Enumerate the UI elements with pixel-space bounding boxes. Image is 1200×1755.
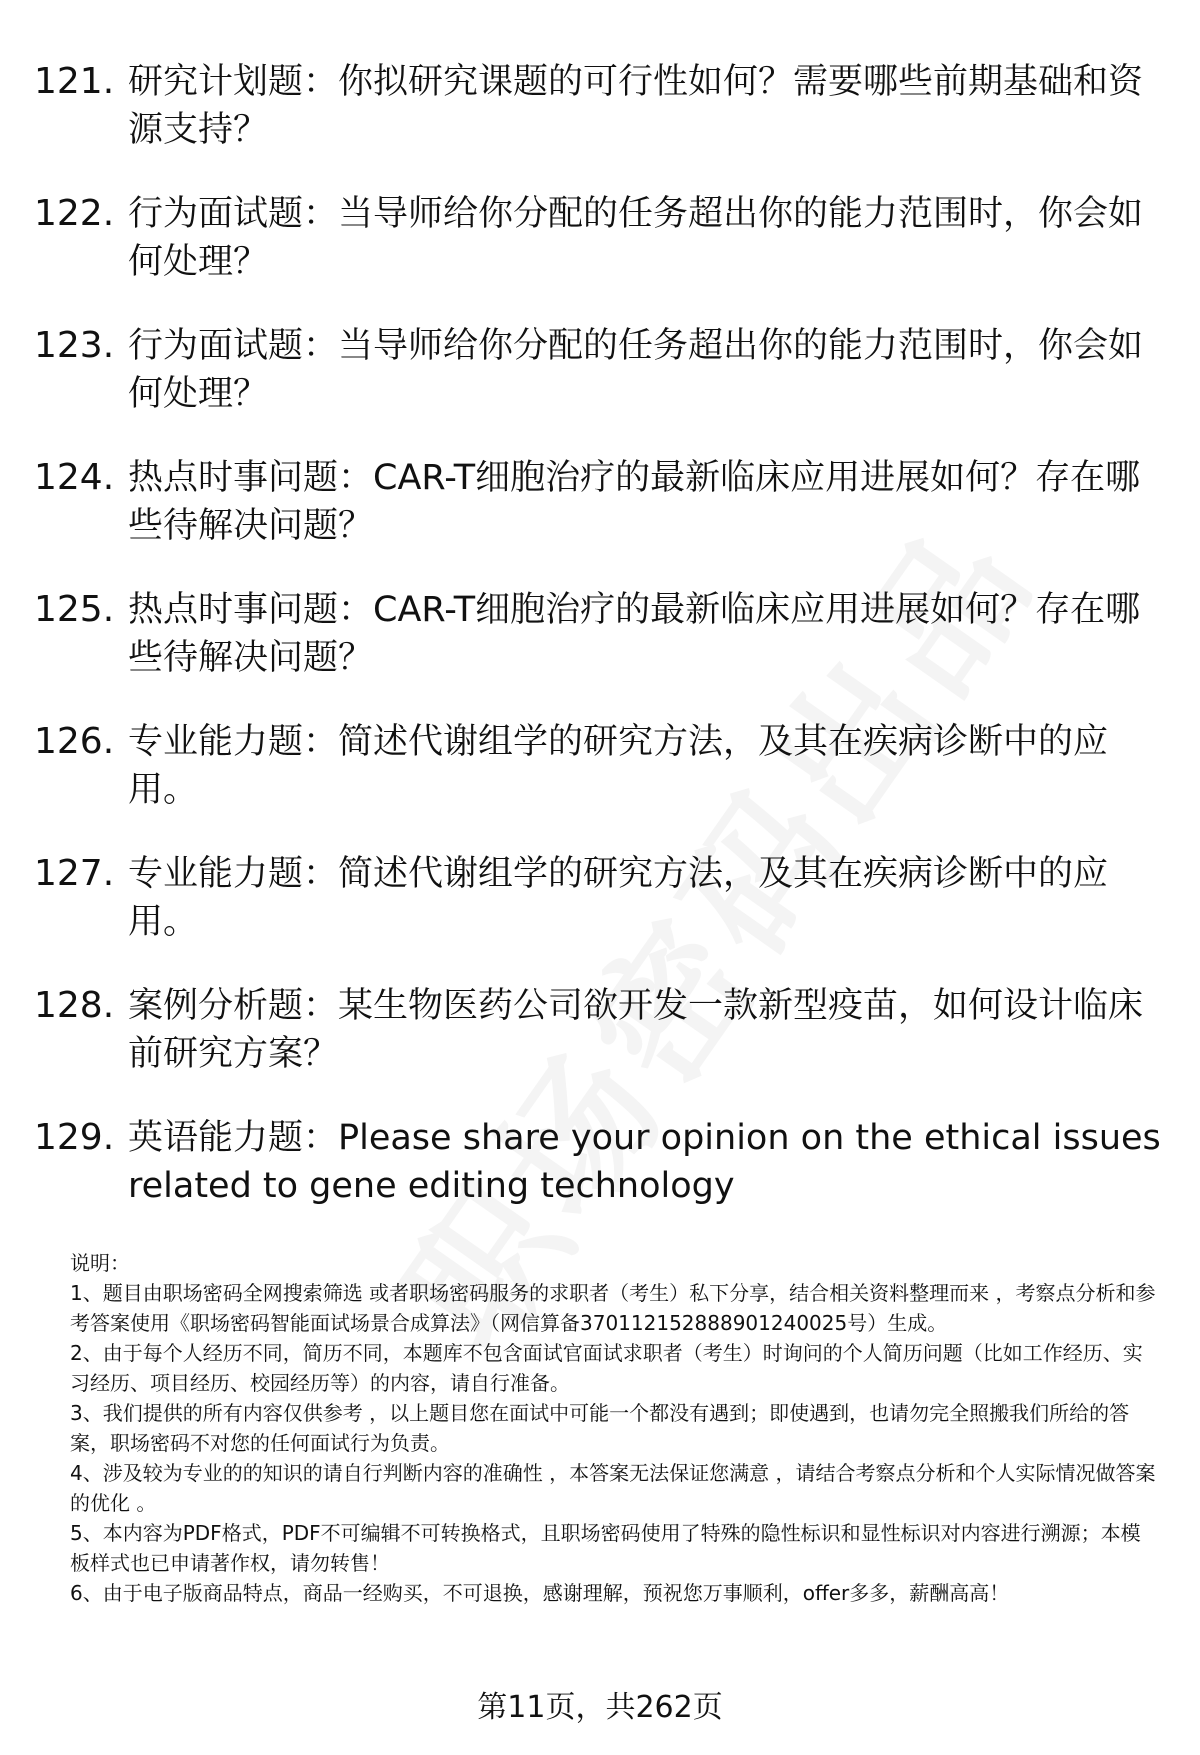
question-item [34,322,1164,454]
question-text: 研究计划题：你拟研究课题的可行性如何？需要哪些前期基础和资源支持？ [128,62,1144,150]
question-text: 案例分析题：某生物医药公司欲开发一款新型疫苗，如何设计临床前研究方案？ [128,986,1144,1074]
note-item: 2、由于每个人经历不同，简历不同，本题库不包含面试官面试求职者（考生）时询问的个人简历问题（比如工作经历、实习经历、项目经历、校园经历等）的内容，请自行准备。 [70,1341,1143,1395]
question-number: 128. [34,985,115,1026]
question-text: 行为面试题：当导师给你分配的任务超出你的能力范围时，你会如何处理？ [128,326,1144,414]
question-text: 专业能力题：简述代谢组学的研究方法，及其在疾病诊断中的应用。 [128,722,1109,810]
question-number: 129. [34,1117,115,1158]
question-item [34,586,1164,718]
question-number: 125. [34,589,115,630]
question-text: 热点时事问题：CAR-T细胞治疗的最新临床应用进展如何？存在哪些待解决问题？ [128,590,1141,678]
question-item [34,58,1164,190]
question-number: 126. [34,721,115,762]
question-number: 121. [34,61,115,102]
question-number: 127. [34,853,115,894]
question-item [34,982,1164,1114]
note-item: 6、由于电子版商品特点，商品一经购买，不可退换，感谢理解，预祝您万事顺利，offer多多，薪酬高高！ [70,1581,1010,1605]
note-item: 5、本内容为PDF格式，PDF不可编辑不可转换格式，且职场密码使用了特殊的隐性标识和显性标识对内容进行溯源；本模板样式也已申请著作权，请勿转售！ [70,1521,1141,1575]
question-item [34,718,1164,850]
note-item: 3、我们提供的所有内容仅供参考 ，以上题目您在面试中可能一个都没有遇到；即使遇到，也请勿完全照搬我们所给的答案，职场密码不对您的任何面试行为负责。 [70,1401,1130,1455]
question-number: 123. [34,325,115,366]
question-text: 热点时事问题：CAR-T细胞治疗的最新临床应用进展如何？存在哪些待解决问题？ [128,458,1141,546]
question-item [34,1114,1164,1246]
note-item: 1、题目由职场密码全网搜索筛选 或者职场密码服务的求职者（考生）私下分享，结合相关资料整理而来 ，考察点分析和参考答案使用《职场密码智能面试场景合成算法》（网信算备370112152888901240025号）生成。 [70,1281,1156,1335]
question-number: 124. [34,457,115,498]
page-number: 第11页，共262页 [477,1690,723,1725]
question-item [34,850,1164,982]
question-text: 行为面试题：当导师给你分配的任务超出你的能力范围时，你会如何处理？ [128,194,1144,282]
question-item [34,454,1164,586]
notes-title: 说明： [70,1251,130,1275]
question-text: 专业能力题：简述代谢组学的研究方法，及其在疾病诊断中的应用。 [128,854,1109,942]
question-number: 122. [34,193,115,234]
question-list [34,58,1164,1246]
note-item: 4、涉及较为专业的的知识的请自行判断内容的准确性 ，本答案无法保证您满意 ，请结合考察点分析和个人实际情况做答案的优化 。 [70,1461,1156,1515]
notes-section [70,1248,1160,1608]
question-item [34,190,1164,322]
question-text: 英语能力题：Please share your opinion on the ethical issues related to gene editing technology [128,1118,1161,1206]
